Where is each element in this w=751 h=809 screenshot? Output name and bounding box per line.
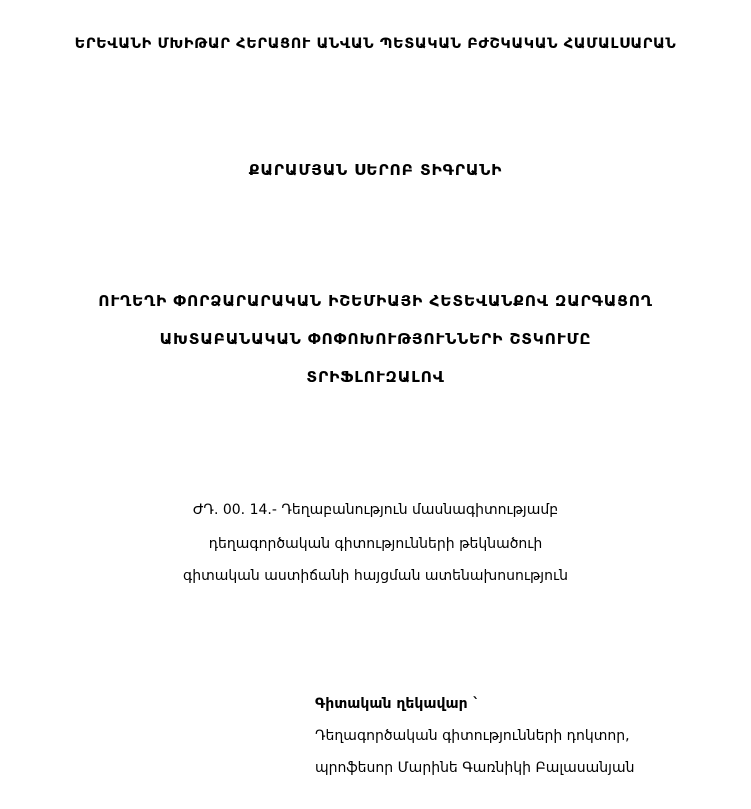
thesis-title-line: ԱԽՏԱԲԱՆԱԿԱՆ ՓՈՓՈԽՈՒԹՅՈՒՆՆԵՐԻ ՇՏԿՈՒՄԸ [159,330,592,348]
specialty-line: դեղագործական գիտությունների թեկնածուի [208,536,543,552]
advisor-degree: Դեղագործական գիտությունների դոկտոր, [315,728,630,744]
author-name: ՔԱՐԱՄՅԱՆ ՍԵՐՈԲ ՏԻԳՐԱՆԻ [248,161,503,179]
thesis-title-line: ՈՒՂԵՂԻ ՓՈՐՁԱՐԱՐԱԿԱՆ ԻՇԵՄԻԱՅԻ ՀԵՏԵՎԱՆՔՈՎ ԶԱՐԳԱՑՈՂ [98,292,653,310]
university-name: ԵՐԵՎԱՆԻ ՄԽԻԹԱՐ ՀԵՐԱՑՈՒ ԱՆՎԱՆ ՊԵՏԱԿԱՆ ԲԺՇԿԱԿԱՆ ՀԱՄԱԼՍԱՐԱՆ [74,36,677,52]
specialty-line: ԺԴ. 00. 14.- Դեղաբանություն մասնագիտությամբ [192,502,559,518]
specialty-line: գիտական աստիճանի հայցման ատենախոսություն [183,568,568,584]
advisor-heading: Գիտական ղեկավար ` [315,696,480,712]
thesis-title-line: ՏՐԻՖԼՈՒԶԱԼՈՎ [306,368,445,386]
advisor-name: պրոֆեսոր Մարինե Գառնիկի Բալասանյան [315,760,635,776]
